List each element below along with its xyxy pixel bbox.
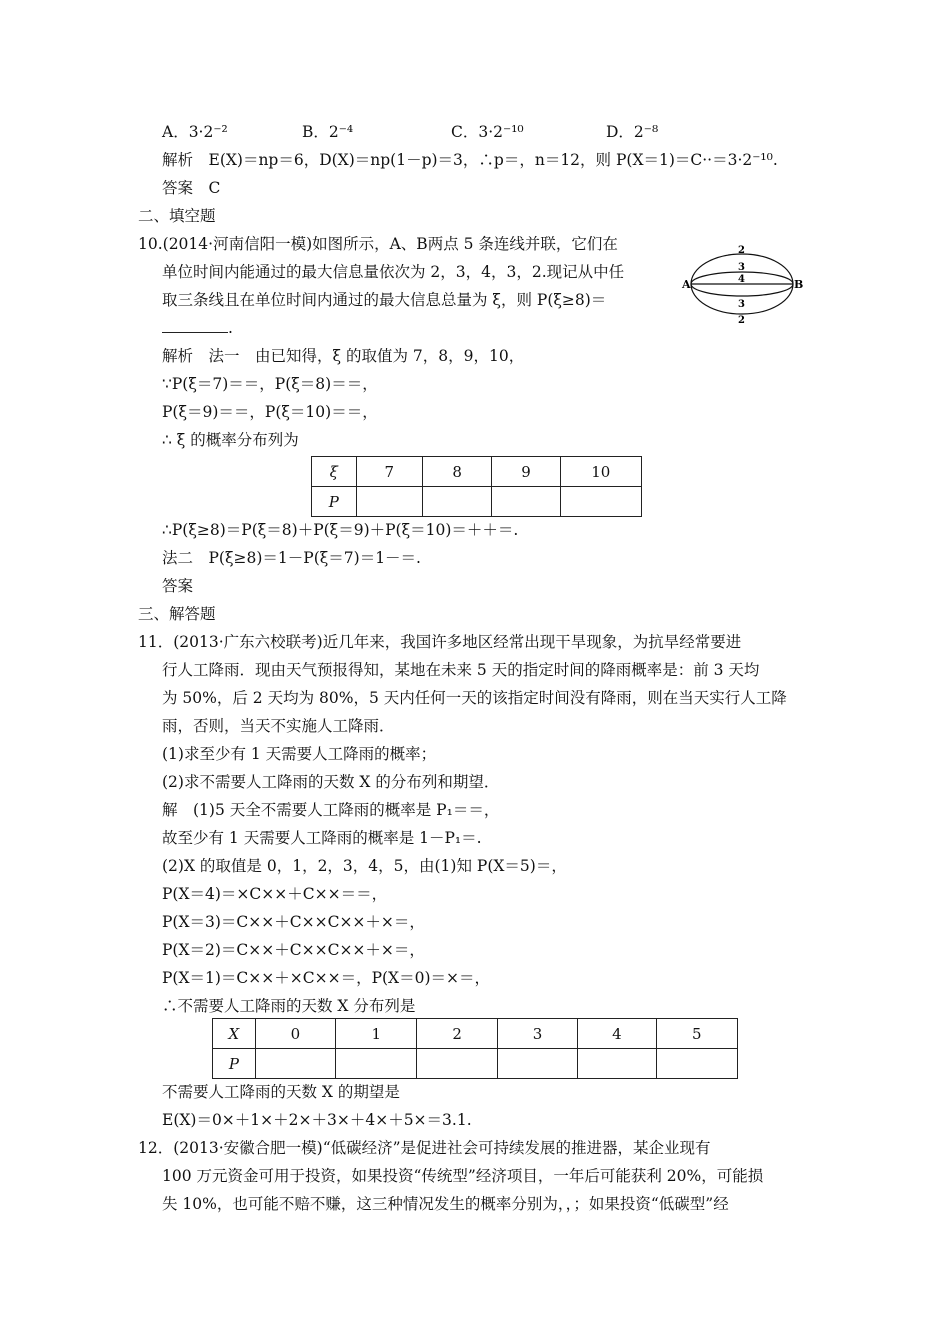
table-cell: 0 [255, 1019, 335, 1049]
node-b-label: B [794, 278, 804, 291]
q11-solution-7: P(X＝1)＝C××＋×C××＝，P(X＝0)＝×＝， [162, 969, 490, 987]
q12-stem-line2: 100 万元资金可用于投资，如果投资“传统型”经济项目，一年后可能获利 20%，可能损 [162, 1167, 764, 1185]
table-cell [336, 1049, 417, 1079]
table-cell: X [213, 1019, 256, 1049]
node-a-label: A [682, 278, 691, 291]
table-cell: 1 [336, 1019, 417, 1049]
capacity-label-5: 2 [738, 315, 745, 326]
q11-stem-line3: 为 50%，后 2 天均为 80%，5 天内任何一天的该指定时间没有降雨，则在当天实行人工降 [162, 689, 787, 707]
table-cell: 10 [560, 457, 641, 487]
table-row [213, 1019, 738, 1049]
table-cell: P [312, 487, 357, 517]
xi-distribution-table [311, 456, 642, 517]
table-cell: P [213, 1049, 256, 1079]
q11-part2: (2)求不需要人工降雨的天数 X 的分布列和期望． [162, 773, 500, 791]
q11-stem-line4: 雨，否则，当天不实施人工降雨． [162, 717, 395, 735]
q10-answer: 答案 [162, 577, 194, 595]
section2-title: 二、填空题 [138, 207, 216, 225]
q9-option-c: C．3·2⁻¹⁰ [451, 123, 524, 141]
table-cell [255, 1049, 335, 1079]
q11-stem-line2: 行人工降雨．现由天气预报得知，某地在未来 5 天的指定时间的降雨概率是：前 3 天均 [162, 661, 760, 679]
q10-stem-line2: 单位时间内能通过的最大信息量依次为 2，3，4，3，2.现记从中任 [162, 263, 625, 281]
q11-solution-10: E(X)＝0×＋1×＋2×＋3×＋4×＋5×＝3.1. [162, 1111, 472, 1129]
table-cell [417, 1049, 497, 1079]
q10-analysis-3: P(ξ＝9)＝＝，P(ξ＝10)＝＝， [162, 403, 378, 421]
capacity-label-2: 3 [738, 262, 745, 273]
q10-stem-line1: 10.(2014·河南信阳一模)如图所示，A、B两点 5 条连线并联，它们在 [138, 235, 618, 253]
parallel-lines-diagram [682, 244, 802, 324]
q9-option-b: B．2⁻⁴ [302, 123, 354, 141]
section3-title: 三、解答题 [138, 605, 216, 623]
answer-blank [162, 318, 228, 333]
table-cell [560, 487, 641, 517]
capacity-label-3: 4 [738, 274, 745, 285]
table-cell: 8 [422, 457, 491, 487]
q9-option-d: D．2⁻⁸ [606, 123, 659, 141]
table-cell: 2 [417, 1019, 497, 1049]
q11-solution-9: 不需要人工降雨的天数 X 的期望是 [162, 1083, 400, 1101]
table-cell: 4 [578, 1019, 656, 1049]
q11-solution-1: 解 (1)5 天全不需要人工降雨的概率是 P₁＝＝， [162, 801, 500, 819]
q10-analysis-5: ∴P(ξ≥8)＝P(ξ＝8)＋P(ξ＝9)＋P(ξ＝10)＝＋＋＝. [162, 521, 519, 539]
q10-analysis-2: ∵P(ξ＝7)＝＝，P(ξ＝8)＝＝， [162, 375, 378, 393]
table-cell: 9 [492, 457, 560, 487]
table-cell [578, 1049, 656, 1079]
q10-stem-line3: 取三条线且在单位时间内通过的最大信息总量为 ξ，则 P(ξ≥8)＝ [162, 291, 607, 309]
q11-solution-4: P(X＝4)＝×C××＋C××＝＝， [162, 885, 388, 903]
q11-solution-3: (2)X 的取值是 0，1，2，3，4，5，由(1)知 P(X＝5)＝， [162, 857, 567, 875]
table-row [213, 1049, 738, 1079]
q10-analysis-4: ∴ ξ 的概率分布列为 [162, 431, 299, 449]
q9-option-a: A．3·2⁻² [162, 123, 228, 141]
q12-stem-line3: 失 10%，也可能不赔不赚，这三种情况发生的概率分别为，，；如果投资“低碳型”经 [162, 1195, 729, 1213]
table-cell [492, 487, 560, 517]
q11-solution-8: ∴不需要人工降雨的天数 X 分布列是 [162, 997, 416, 1015]
q10-analysis-6: 法二 P(ξ≥8)＝1－P(ξ＝7)＝1－＝. [162, 549, 421, 567]
q11-part1: (1)求至少有 1 天需要人工降雨的概率； [162, 745, 437, 763]
capacity-label-4: 3 [738, 299, 745, 310]
table-cell [422, 487, 491, 517]
q10-analysis-1: 解析 法一 由已知得，ξ 的取值为 7，8，9，10， [162, 347, 525, 365]
q11-solution-2: 故至少有 1 天需要人工降雨的概率是 1－P₁＝. [162, 829, 482, 847]
table-cell: ξ [312, 457, 357, 487]
q9-answer: 答案 C [162, 179, 221, 197]
q11-stem-line1: 11．(2013·广东六校联考)近几年来，我国许多地区经常出现干旱现象，为抗旱经常要进 [138, 633, 742, 651]
capacity-label-1: 2 [738, 245, 745, 256]
table-row [312, 487, 642, 517]
q10-stem-line4: . [162, 318, 233, 338]
table-cell: 7 [356, 457, 422, 487]
table-cell [497, 1049, 577, 1079]
table-cell [356, 487, 422, 517]
table-row [312, 457, 642, 487]
table-cell: 3 [497, 1019, 577, 1049]
q11-solution-5: P(X＝3)＝C××＋C××C××＋×＝， [162, 913, 425, 931]
table-cell: 5 [656, 1019, 737, 1049]
q11-solution-6: P(X＝2)＝C××＋C××C××＋×＝， [162, 941, 425, 959]
q12-stem-line1: 12．(2013·安徽合肥一模)“低碳经济”是促进社会可持续发展的推进器，某企业现有 [138, 1139, 711, 1157]
q9-analysis: 解析 E(X)＝np＝6，D(X)＝np(1－p)＝3，∴p＝，n＝12，则 P(X＝1)＝C··＝3·2⁻¹⁰. [162, 151, 778, 169]
x-distribution-table [212, 1018, 738, 1079]
table-cell [656, 1049, 737, 1079]
